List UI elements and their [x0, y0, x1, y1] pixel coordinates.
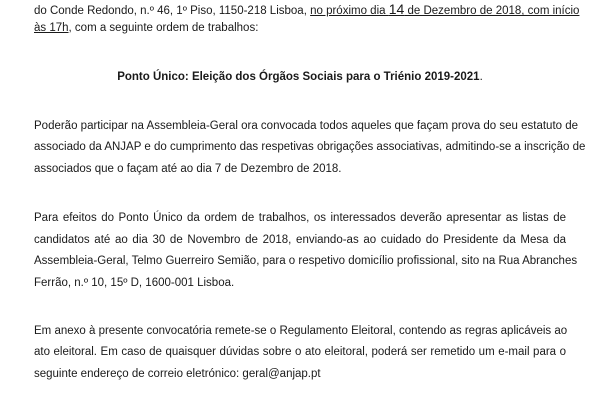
- intro-time: às 17h: [34, 22, 69, 34]
- agenda-heading: Ponto Único: Eleição dos Órgãos Sociais para o Triénio 2019-2021: [117, 71, 480, 83]
- intro-line-1: [34, 1, 580, 18]
- intro-date-day: 14: [388, 1, 405, 17]
- agenda-heading-period: .: [479, 71, 483, 83]
- contact-line: [34, 367, 321, 381]
- paragraph-2-line-2: candidatos até ao dia 30 de Novembro de 2018, enviando-as ao cuidado do Presidente da Mesa da: [34, 234, 566, 246]
- contact-prefix: seguinte endereço de correio eletrónico:: [34, 368, 243, 380]
- paragraph-2-line-3: Assembleia-Geral, Telmo Guerreiro Semião, para o respetivo domicílio profissional, sito na Rua Abranches: [34, 255, 578, 267]
- intro-line-2: [34, 21, 258, 35]
- intro-date-suffix: de Dezembro de 2018, com início: [404, 5, 580, 17]
- paragraph-3-line-1: Em anexo à presente convocatória remete-se o Regulamento Eleitoral, contendo as regras aplicáveis ao: [34, 325, 568, 337]
- intro-date-underlined: [310, 1, 580, 17]
- paragraph-2-line-4: Ferrão, n.º 10, 15º D, 1600-001 Lisboa.: [34, 277, 235, 289]
- paragraph-2-line-1: Para efeitos do Ponto Único da ordem de trabalhos, os interessados deverão apresentar as listas de: [34, 212, 566, 224]
- intro-address: do Conde Redondo, n.º 46, 1º Piso, 1150-218 Lisboa,: [34, 5, 311, 17]
- paragraph-1-line-1: Poderão participar na Assembleia-Geral ora convocada todos aqueles que façam prova do seu estatuto de: [34, 120, 579, 132]
- paragraph-1-line-2: associado da ANJAP e do cumprimento das respetivas obrigações associativas, admitindo-se a inscrição de: [34, 141, 586, 153]
- agenda-heading-line: [0, 70, 600, 84]
- intro-agenda-lead: , com a seguinte ordem de trabalhos:: [68, 22, 259, 34]
- paragraph-3-line-2: ato eleitoral. Em caso de quaisquer dúvidas sobre o ato eleitoral, poderá ser remetido um e-mail para o: [34, 346, 566, 358]
- intro-date-prefix: no próximo dia: [310, 5, 389, 17]
- contact-email-link[interactable]: geral@anjap.pt: [242, 368, 321, 380]
- paragraph-1-line-3: associados que o façam até ao dia 7 de Dezembro de 2018.: [34, 163, 342, 175]
